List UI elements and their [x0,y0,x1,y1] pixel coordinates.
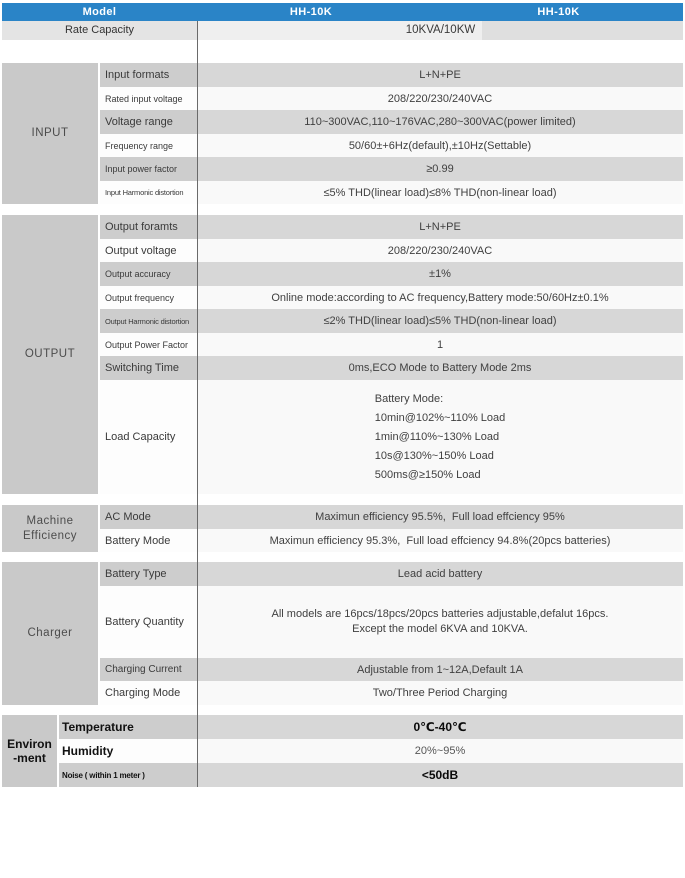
spec-row [100,586,683,658]
section-label-environment [2,715,57,787]
spec-row [100,157,683,181]
section-label-line: Charger [27,627,73,639]
spec-row [100,681,683,705]
row-value [197,87,683,110]
row-label: Output accuracy [100,262,197,286]
row-label: Charging Mode [100,681,197,705]
spec-row [100,239,683,262]
row-value-line: 1min@110%~130% Load [374,430,500,443]
row-value-text: L+N+PE [419,221,461,233]
row-label: Load Capacity [100,380,197,494]
row-value-text: 208/220/230/240VAC [387,244,493,257]
row-label: Battery Type [100,562,197,586]
section-label-output [2,215,98,494]
row-value [197,658,683,681]
row-label: Charging Current [100,658,197,681]
section-rows [59,715,683,787]
row-label: Noise ( within 1 meter ) [59,763,197,787]
spec-row [100,286,683,309]
row-value [197,262,683,286]
row-value-line: 10s@130%~150% Load [374,449,494,462]
row-value-text: Maximun efficiency 95.3%, Full load effciency 94.8%(20pcs batteries) [269,534,611,547]
row-value [197,239,683,262]
row-value [197,333,683,356]
row-value-text: Lead acid battery [397,568,483,580]
row-value-text: L+N+PE [419,69,461,81]
header-model-label: Model [82,6,117,18]
section-label-line: Efficiency [22,529,77,542]
spec-row [100,215,683,239]
spec-row [100,658,683,681]
row-value-line: 10min@102%~110% Load [374,411,506,424]
section-label-machine-efficiency [2,505,98,552]
spec-row [59,715,683,739]
row-label: Frequency range [100,134,197,157]
row-value-text: 20%~95% [414,745,466,757]
row-value [197,681,683,705]
section-environment [2,715,683,787]
row-value [197,215,683,239]
spec-row [100,309,683,333]
section-label-line: Machine [26,514,74,527]
section-label-input [2,63,98,204]
section-machine-efficiency [2,505,683,552]
row-value-text: Adjustable from 1~12A,Default 1A [356,663,523,676]
row-label: Temperature [59,715,197,739]
row-value-line: Except the model 6KVA and 10KVA. [352,623,528,635]
row-value-text: ≤5% THD(linear load)≤8% THD(non-linear load) [323,186,557,199]
row-value [197,715,683,739]
section-label-line: INPUT [31,127,69,139]
row-value-text: Two/Three Period Charging [372,687,508,699]
row-label: Output foramts [100,215,197,239]
header-column-2: HH-10K [537,6,580,18]
row-value [197,309,683,333]
rate-capacity-label: Rate Capacity [2,21,197,40]
row-value [197,562,683,586]
row-value-text: 50/60±+6Hz(default),±10Hz(Settable) [348,139,532,152]
row-value-text: ±1% [429,268,451,280]
rate-capacity-row [2,21,683,40]
section-rows [100,215,683,494]
section-label-line: Environ [7,737,52,751]
row-value-text: Online mode:according to AC frequency,Battery mode:50/60Hz±0.1% [271,291,609,304]
row-value-lines [375,390,506,485]
row-label: Output voltage [100,239,197,262]
row-value [197,63,683,87]
row-label: Rated input voltage [100,87,197,110]
spec-row [100,529,683,552]
spec-row [100,181,683,204]
header-column-1: HH-10K [289,6,333,18]
row-value-line: 500ms@≥150% Load [374,468,481,481]
row-value-line: Battery Mode: [374,392,444,405]
row-value [197,356,683,380]
section-input [2,63,683,204]
row-label: Output Harmonic distortion [100,309,197,333]
row-value-text: Maximun efficiency 95.5%, Full load effciency 95% [315,511,565,523]
row-value [197,739,683,763]
row-value [197,586,683,658]
rate-capacity-value: 10KVA/10KW [405,24,476,36]
row-label: Voltage range [100,110,197,134]
row-value-line: All models are 16pcs/18pcs/20pcs batteries adjustable,defalut 16pcs. [271,608,609,620]
column-divider-line [197,21,198,787]
row-value [197,505,683,529]
spec-row [100,63,683,87]
section-charger [2,562,683,705]
row-label: Battery Mode [100,529,197,552]
row-value-text: 0ms,ECO Mode to Battery Mode 2ms [348,362,532,374]
row-value [197,134,683,157]
row-value [197,380,683,494]
section-label-charger [2,562,98,705]
row-value-text: 0℃-40℃ [413,720,467,734]
spec-row [100,505,683,529]
section-label-line: OUTPUT [24,348,76,360]
row-value-text: 208/220/230/240VAC [387,92,493,105]
spec-row [100,134,683,157]
spec-row [100,87,683,110]
row-label: Input formats [100,63,197,87]
row-label: Output frequency [100,286,197,309]
row-value-text: ≥0.99 [426,163,454,175]
row-label: Input Harmonic distortion [100,181,197,204]
spec-row [100,356,683,380]
row-label: Battery Quantity [100,586,197,658]
section-rows [100,562,683,705]
section-rows [100,505,683,552]
spec-row [59,763,683,787]
row-value-text: ≤2% THD(linear load)≤5% THD(non-linear load) [323,315,557,327]
spec-row [100,110,683,134]
row-value-text: <50dB [421,768,459,782]
row-value-text: 110~300VAC,110~176VAC,280~300VAC(power limited) [304,116,576,128]
section-label-line: -ment [13,751,46,765]
spec-row [100,333,683,356]
row-label: Switching Time [100,356,197,380]
row-label: AC Mode [100,505,197,529]
row-value [197,529,683,552]
spec-row [100,262,683,286]
table-header [2,3,683,21]
spec-row [100,562,683,586]
spec-row [59,739,683,763]
row-value [197,181,683,204]
section-rows [100,63,683,204]
row-label: Humidity [59,739,197,763]
row-value [197,157,683,181]
row-label: Input power factor [100,157,197,181]
row-value-lines [272,607,609,637]
row-label: Output Power Factor [100,333,197,356]
row-value [197,286,683,309]
row-value-text: 1 [436,338,444,351]
row-value [197,763,683,787]
spec-row [100,380,683,494]
row-value [197,110,683,134]
section-output [2,215,683,494]
